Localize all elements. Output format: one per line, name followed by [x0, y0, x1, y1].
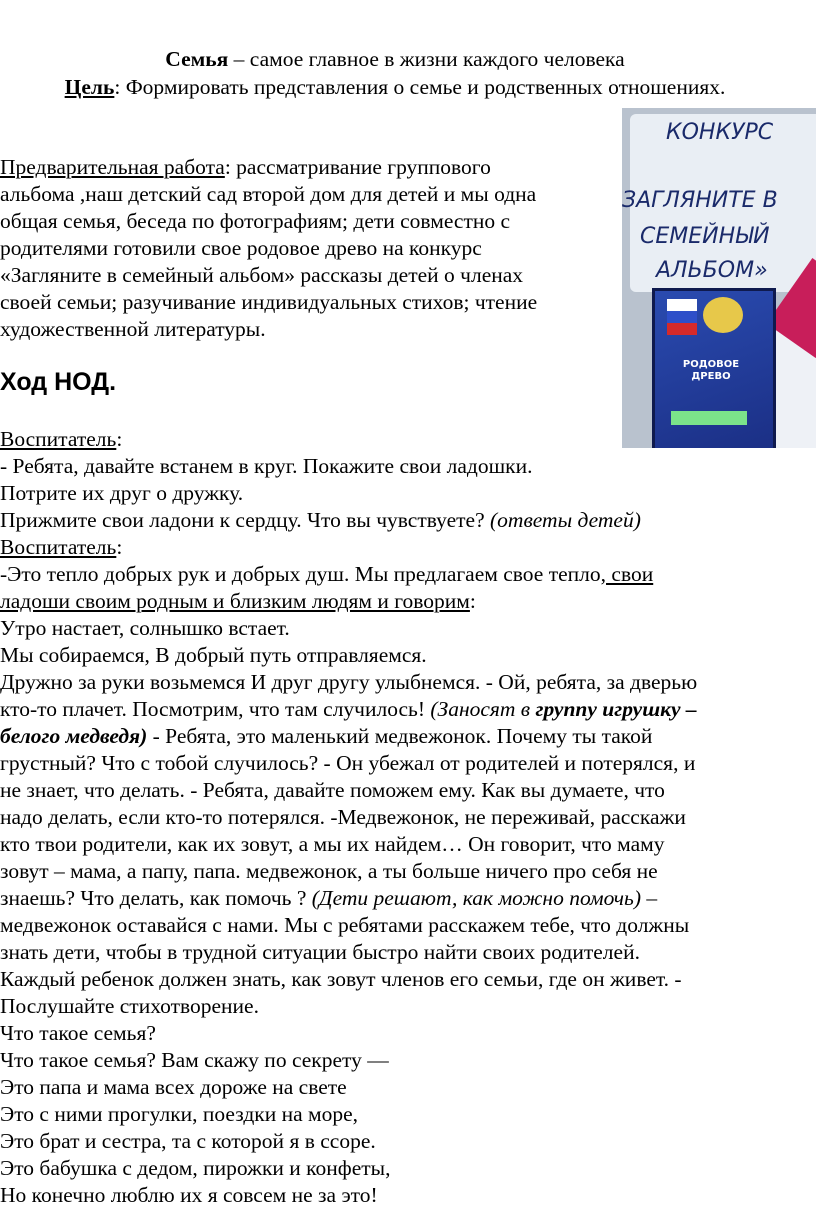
text-line: Утро настает, солнышко встает.: [0, 616, 290, 640]
text-line: [0, 561, 653, 587]
flag-icon: [667, 299, 697, 335]
poem-line: Это папа и мама всех дороже на свете: [0, 1075, 347, 1099]
text: Прижмите свои ладони к сердцу. Что вы чувствуете?: [0, 508, 491, 532]
text-line: надо делать, если кто-то потерялся. -Медвежонок, не переживай, расскажи: [0, 805, 686, 829]
text: кто-то плачет. Посмотрим, что там случилось!: [0, 697, 431, 721]
text-line: Мы собираемся, В добрый путь отправляемся.: [0, 643, 427, 667]
text-line: Потрите их друг о дружку.: [0, 481, 244, 505]
prep-label: Предварительная работа: [0, 155, 225, 179]
text-line: ладоши своим родным и близким людям и говорим:: [0, 589, 476, 613]
underlined-text: свои: [606, 562, 654, 586]
text: –: [640, 886, 658, 910]
prep-line: родителями готовили свое родовое древо на конкурс: [0, 236, 482, 260]
text-line: [0, 885, 657, 911]
family-tree-book: [652, 288, 776, 448]
text-line: [0, 507, 641, 533]
speaker-line: Воспитатель:: [0, 427, 123, 451]
text-line: знать дети, чтобы в трудной ситуации быстро найти своих родителей.: [0, 940, 640, 964]
prep-line: [0, 154, 491, 180]
prep-line: своей семьи; разучивание индивидуальных стихов; чтение: [0, 290, 538, 314]
text-line: [0, 696, 697, 722]
poem-line: Это брат и сестра, та с которой я в ссоре.: [0, 1129, 376, 1153]
text-line: - Ребята, давайте встанем в круг. Покажите свои ладошки.: [0, 454, 533, 478]
poster-text: АЛЬБОМ»: [656, 258, 768, 283]
section-heading: Ход НОД.: [0, 368, 117, 396]
text: -Это тепло добрых рук и добрых душ. Мы предлагаем свое тепло,: [0, 562, 607, 586]
prep-line: «Загляните в семейный альбом» рассказы детей о членах: [0, 263, 524, 287]
remark: (ответы детей): [490, 508, 641, 532]
text-line: не знает, что делать. - Ребята, давайте поможем ему. Как вы думаете, что: [0, 778, 665, 802]
poem-line: Это бабушка с дедом, пирожки и конфеты,: [0, 1156, 391, 1180]
prep-line: художественной литературы.: [0, 317, 266, 341]
underlined-text: ладоши своим родным и близким людям и говорим: [0, 589, 470, 613]
text-line: медвежонок оставайся с нами. Мы с ребятами расскажем тебе, что должны: [0, 913, 690, 937]
text-line: Послушайте стихотворение.: [0, 994, 259, 1018]
poem-line: Но конечно люблю их я совсем не за это!: [0, 1183, 378, 1207]
remark-bold: белого медведя): [0, 724, 148, 748]
contest-photo: [622, 108, 816, 448]
prep-line: альбома ,наш детский сад второй дом для детей и мы одна: [0, 182, 537, 206]
poem-line: Это с ними прогулки, поездки на море,: [0, 1102, 359, 1126]
remark: (Заносят в: [430, 697, 536, 721]
text-line: Что такое семья?: [0, 1021, 156, 1045]
text-line: зовут – мама, а папу, папа. медвежонок, а ты больше ничего про себя не: [0, 859, 658, 883]
speaker-line: Воспитатель:: [0, 535, 123, 559]
name-bar: [671, 411, 747, 425]
text-line: грустный? Что с тобой случилось? - Он убежал от родителей и потерялся, и: [0, 751, 696, 775]
title-line: [0, 46, 790, 72]
title-bold: Семья: [165, 47, 229, 71]
text: знаешь? Что делать, как помочь ?: [0, 886, 312, 910]
text-line: [0, 723, 652, 749]
text-line: кто твои родители, как их зовут, а мы их найдем… Он говорит, что маму: [0, 832, 665, 856]
poster-text: ЗАГЛЯНИТЕ В: [622, 188, 778, 213]
text-line: Дружно за руки возьмемся И друг другу улыбнемся. - Ой, ребята, за дверью: [0, 670, 698, 694]
prep-line: общая семья, беседа по фотографиям; дети совместно с: [0, 209, 511, 233]
goal-label: Цель: [64, 75, 115, 99]
goal-text: : Формировать представления о семье и родственных отношениях.: [114, 75, 726, 99]
title-rest: – самое главное в жизни каждого человека: [228, 47, 625, 71]
text: - Ребята, это маленький медвежонок. Почему ты такой: [147, 724, 653, 748]
poster-text: КОНКУРС: [666, 120, 774, 145]
emblem-icon: [703, 297, 743, 333]
poster-text: СЕМЕЙНЫЙ: [640, 224, 770, 249]
remark: (Дети решают, как можно помочь): [311, 886, 641, 910]
speaker-label: Воспитатель: [0, 535, 117, 559]
poem-line: Что такое семья? Вам скажу по секрету —: [0, 1048, 389, 1072]
speaker-label: Воспитатель: [0, 427, 117, 451]
prep-text: : рассматривание группового: [224, 155, 491, 179]
goal-line: [0, 74, 790, 100]
text-line: Каждый ребенок должен знать, как зовут членов его семьи, где он живет. -: [0, 967, 682, 991]
remark-bold: группу игрушку –: [535, 697, 697, 721]
book-title: РОДОВОЕ ДРЕВО: [682, 359, 740, 382]
